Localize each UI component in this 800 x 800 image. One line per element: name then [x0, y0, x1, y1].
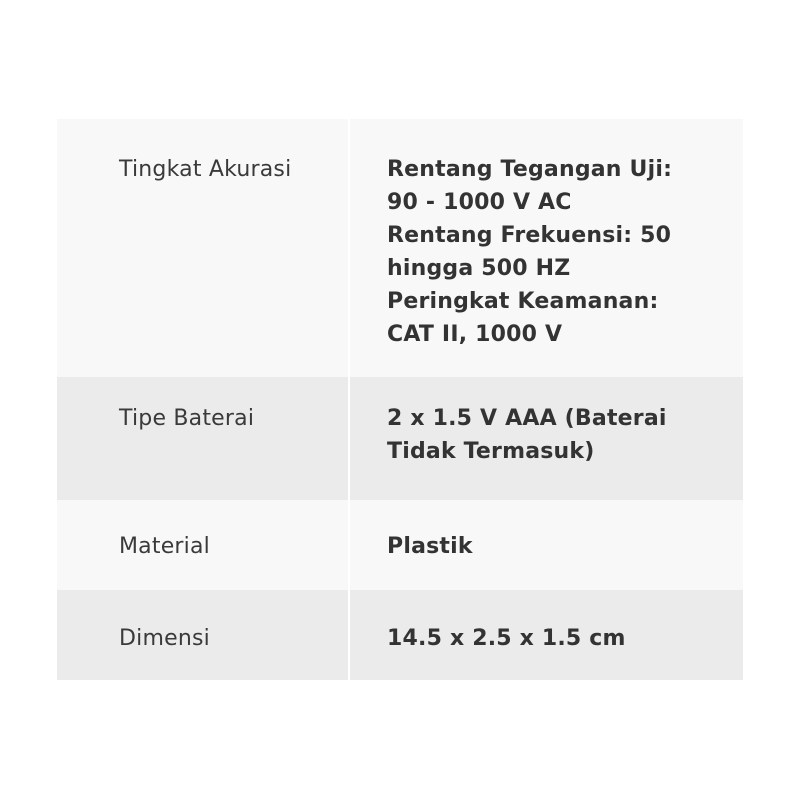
- spec-value-line: 14.5 x 2.5 x 1.5 cm: [387, 626, 626, 651]
- spec-value-line: Plastik: [387, 534, 473, 559]
- spec-value-line: Peringkat Keamanan:: [387, 289, 659, 314]
- spec-value-line: Tidak Termasuk): [387, 439, 595, 464]
- specifications-table: [57, 119, 743, 680]
- spec-label: Material: [57, 500, 349, 590]
- spec-value-line: CAT II, 1000 V: [387, 322, 563, 347]
- spec-value: [349, 377, 743, 500]
- spec-row-dimensions: [57, 590, 743, 680]
- spec-value-line: Rentang Tegangan Uji:: [387, 157, 673, 182]
- spec-value-line: hingga 500 HZ: [387, 256, 571, 281]
- spec-row-accuracy: [57, 119, 743, 377]
- spec-value-line: 90 - 1000 V AC: [387, 190, 572, 215]
- spec-row-material: [57, 500, 743, 590]
- spec-row-battery-type: [57, 377, 743, 500]
- spec-label: Tipe Baterai: [57, 377, 349, 500]
- spec-label: Tingkat Akurasi: [57, 119, 349, 377]
- spec-value: [349, 500, 743, 590]
- spec-value: [349, 590, 743, 680]
- spec-value: [349, 119, 743, 377]
- spec-value-line: 2 x 1.5 V AAA (Baterai: [387, 406, 667, 431]
- spec-value-line: Rentang Frekuensi: 50: [387, 223, 672, 248]
- spec-label: Dimensi: [57, 590, 349, 680]
